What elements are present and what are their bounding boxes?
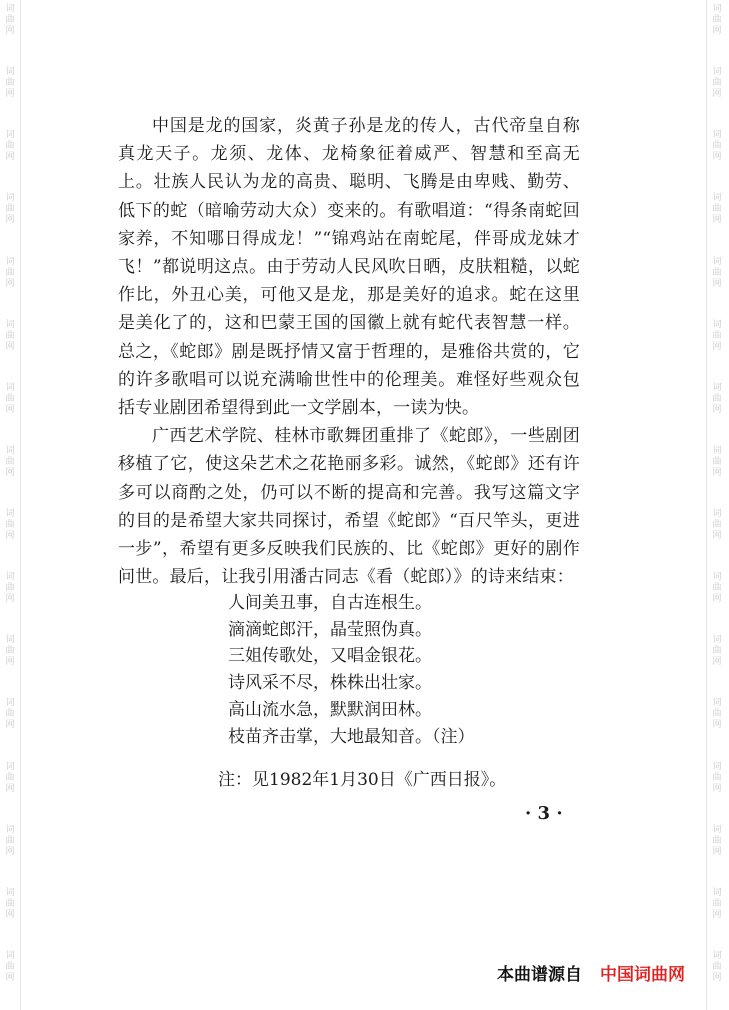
watermark-char: 词 <box>712 256 722 267</box>
watermark-char: 曲 <box>712 141 722 152</box>
watermark-char: 网 <box>5 909 15 920</box>
watermark-char: 曲 <box>712 78 722 89</box>
watermark-char: 词 <box>712 319 722 330</box>
watermark-char: 词 <box>5 319 15 330</box>
watermark-mark <box>5 568 14 631</box>
poem-line: 三姐传歌处，又唱金银花。 <box>228 646 432 667</box>
poem-line: 人间美丑事，自古连根生。 <box>228 593 432 613</box>
watermark-char: 词 <box>5 761 15 772</box>
poem-line: 诗风采不尽，株株出壮家。 <box>228 673 432 694</box>
watermark-char: 网 <box>5 341 15 352</box>
watermark-char: 曲 <box>712 709 722 720</box>
watermark-mark <box>712 631 721 694</box>
source-footer <box>497 960 685 985</box>
watermark-mark <box>712 505 721 568</box>
right-watermark-strip <box>710 0 724 1010</box>
paragraph-2: 广西艺术学院、桂林市歌舞团重排了《蛇郎》，一些剧团移植了它，使这朵艺术之花艳丽多彩。诚然，《蛇郎》还有许多可以商酌之处，仍可以不断的提高和完善。我写这篇文字的目的是希望大家共同探讨，希望《蛇郎》“百尺竿头，更进一步”，希望有更多反映我们民族的、比《蛇郎》更好的剧作问世。最后，让我引用潘古同志《看（蛇郎）》的诗来结束： <box>118 426 580 588</box>
watermark-char: 曲 <box>712 15 722 25</box>
watermark-char: 曲 <box>5 520 15 530</box>
watermark-char: 曲 <box>712 520 722 530</box>
watermark-mark <box>712 63 721 126</box>
watermark-char: 词 <box>5 256 15 267</box>
watermark-char: 曲 <box>5 835 15 846</box>
watermark-char: 词 <box>712 950 722 961</box>
watermark-char: 词 <box>5 382 15 393</box>
watermark-char: 网 <box>5 467 15 478</box>
watermark-mark <box>712 821 721 884</box>
watermark-char: 曲 <box>5 961 15 972</box>
watermark-mark <box>5 505 14 568</box>
watermark-char: 曲 <box>712 772 722 783</box>
watermark-char: 网 <box>5 531 15 541</box>
watermark-char: 曲 <box>712 583 722 594</box>
footnote: 注：见1982年1月30日《广西日报》。 <box>218 770 507 790</box>
watermark-char: 网 <box>712 26 722 36</box>
watermark-char: 网 <box>712 215 722 226</box>
watermark-char: 网 <box>5 215 15 226</box>
watermark-mark <box>5 758 14 821</box>
watermark-char: 网 <box>712 152 722 163</box>
watermark-mark <box>712 758 721 821</box>
watermark-char: 词 <box>712 887 722 898</box>
watermark-mark <box>712 694 721 757</box>
watermark-char: 词 <box>712 572 722 583</box>
watermark-char: 词 <box>5 698 15 709</box>
watermark-char: 词 <box>712 761 722 772</box>
watermark-mark <box>5 947 14 1010</box>
watermark-mark <box>712 379 721 442</box>
article-body <box>118 112 580 591</box>
watermark-char: 曲 <box>712 267 722 278</box>
watermark-char: 词 <box>712 445 722 456</box>
watermark-char: 曲 <box>712 961 722 972</box>
watermark-char: 曲 <box>712 456 722 467</box>
watermark-mark <box>712 126 721 189</box>
watermark-char: 网 <box>712 404 722 415</box>
watermark-char: 词 <box>712 698 722 709</box>
watermark-char: 词 <box>5 445 15 456</box>
watermark-char: 词 <box>712 193 722 204</box>
watermark-char: 词 <box>5 193 15 204</box>
watermark-char: 词 <box>5 509 15 519</box>
watermark-char: 网 <box>5 972 15 983</box>
watermark-mark <box>5 189 14 252</box>
watermark-char: 网 <box>712 594 722 605</box>
watermark-char: 网 <box>712 657 722 668</box>
watermark-char: 曲 <box>5 583 15 594</box>
watermark-char: 词 <box>712 130 722 141</box>
watermark-char: 网 <box>712 531 722 541</box>
watermark-mark <box>712 442 721 505</box>
watermark-char: 曲 <box>5 267 15 278</box>
watermark-char: 词 <box>712 4 722 14</box>
left-watermark-strip <box>3 0 17 1010</box>
watermark-char: 曲 <box>712 330 722 341</box>
watermark-char: 词 <box>5 67 15 78</box>
watermark-char: 网 <box>712 89 722 100</box>
watermark-char: 网 <box>5 594 15 605</box>
watermark-char: 网 <box>712 341 722 352</box>
watermark-char: 曲 <box>5 898 15 909</box>
watermark-char: 曲 <box>712 393 722 404</box>
watermark-mark <box>5 821 14 884</box>
right-page-border <box>706 0 707 1010</box>
watermark-char: 网 <box>5 278 15 289</box>
watermark-char: 网 <box>5 783 15 794</box>
watermark-char: 曲 <box>712 898 722 909</box>
watermark-mark <box>5 694 14 757</box>
poem-line: 滴滴蛇郎汗，晶莹照伪真。 <box>228 619 432 640</box>
watermark-char: 曲 <box>712 835 722 846</box>
site-name-link[interactable]: 中国词曲网 <box>600 965 685 985</box>
watermark-char: 词 <box>5 4 15 14</box>
watermark-mark <box>712 0 721 63</box>
watermark-char: 网 <box>712 783 722 794</box>
watermark-char: 曲 <box>5 141 15 152</box>
source-label: 本曲谱源自 <box>497 965 582 985</box>
watermark-char: 网 <box>5 89 15 100</box>
poem-line: 高山流水急，默默润田林。 <box>228 699 432 720</box>
watermark-char: 网 <box>5 657 15 668</box>
watermark-mark <box>5 316 14 379</box>
watermark-char: 曲 <box>5 15 15 25</box>
poem <box>228 590 475 750</box>
watermark-mark <box>5 631 14 694</box>
watermark-char: 网 <box>712 467 722 478</box>
watermark-char: 词 <box>5 130 15 141</box>
watermark-mark <box>712 884 721 947</box>
watermark-char: 网 <box>5 152 15 163</box>
watermark-char: 曲 <box>5 709 15 720</box>
watermark-mark <box>5 884 14 947</box>
watermark-char: 网 <box>5 720 15 731</box>
watermark-char: 网 <box>712 278 722 289</box>
watermark-mark <box>712 189 721 252</box>
watermark-char: 词 <box>5 824 15 835</box>
watermark-mark <box>5 0 14 63</box>
watermark-mark <box>712 947 721 1010</box>
watermark-char: 网 <box>5 26 15 36</box>
page-number: · 3 · <box>525 803 563 824</box>
watermark-char: 词 <box>712 824 722 835</box>
watermark-mark <box>712 253 721 316</box>
watermark-char: 词 <box>5 887 15 898</box>
watermark-char: 网 <box>712 909 722 920</box>
watermark-mark <box>5 63 14 126</box>
left-page-border <box>20 0 21 1010</box>
watermark-char: 曲 <box>5 330 15 341</box>
poem-line: 枝苗齐击掌，大地最知音。（注） <box>228 726 475 747</box>
watermark-char: 词 <box>712 509 722 519</box>
watermark-mark <box>5 253 14 316</box>
watermark-char: 词 <box>5 635 15 646</box>
watermark-char: 词 <box>5 572 15 583</box>
watermark-mark <box>5 442 14 505</box>
watermark-char: 曲 <box>5 456 15 467</box>
watermark-char: 曲 <box>5 204 15 215</box>
watermark-char: 词 <box>712 67 722 78</box>
watermark-char: 网 <box>5 846 15 857</box>
watermark-char: 网 <box>5 404 15 415</box>
watermark-mark <box>5 126 14 189</box>
watermark-char: 网 <box>712 972 722 983</box>
watermark-char: 网 <box>712 846 722 857</box>
watermark-mark <box>712 316 721 379</box>
watermark-char: 词 <box>712 382 722 393</box>
watermark-char: 曲 <box>5 393 15 404</box>
watermark-char: 曲 <box>5 772 15 783</box>
watermark-char: 词 <box>712 635 722 646</box>
watermark-char: 曲 <box>5 78 15 89</box>
watermark-char: 曲 <box>712 646 722 657</box>
paragraph-1: 中国是龙的国家，炎黄子孙是龙的传人，古代帝皇自称真龙天子。龙须、龙体、龙椅象征着威严、智慧和至高无上。壮族人民认为龙的高贵、聪明、飞腾是由卑贱、勤劳、低下的蛇（暗喻劳动大众）变来的。有歌唱道：“得条南蛇回家养，不知哪日得成龙！”“锦鸡站在南蛇尾，伴哥成龙妹才飞！”都说明这点。由于劳动人民风吹日晒，皮肤粗糙，以蛇作比，外丑心美，可他又是龙，那是美好的追求。蛇在这里是美化了的，这和巴蒙王国的国徽上就有蛇代表智慧一样。总之，《蛇郎》剧是既抒情又富于哲理的，是雅俗共赏的，它的许多歌唱可以说充满喻世性中的伦理美。难怪好些观众包括专业剧团希望得到此一文学剧本，一读为快。 <box>118 116 580 419</box>
watermark-char: 词 <box>5 950 15 961</box>
watermark-char: 网 <box>712 720 722 731</box>
watermark-char: 曲 <box>712 204 722 215</box>
watermark-char: 曲 <box>5 646 15 657</box>
watermark-mark <box>712 568 721 631</box>
watermark-mark <box>5 379 14 442</box>
